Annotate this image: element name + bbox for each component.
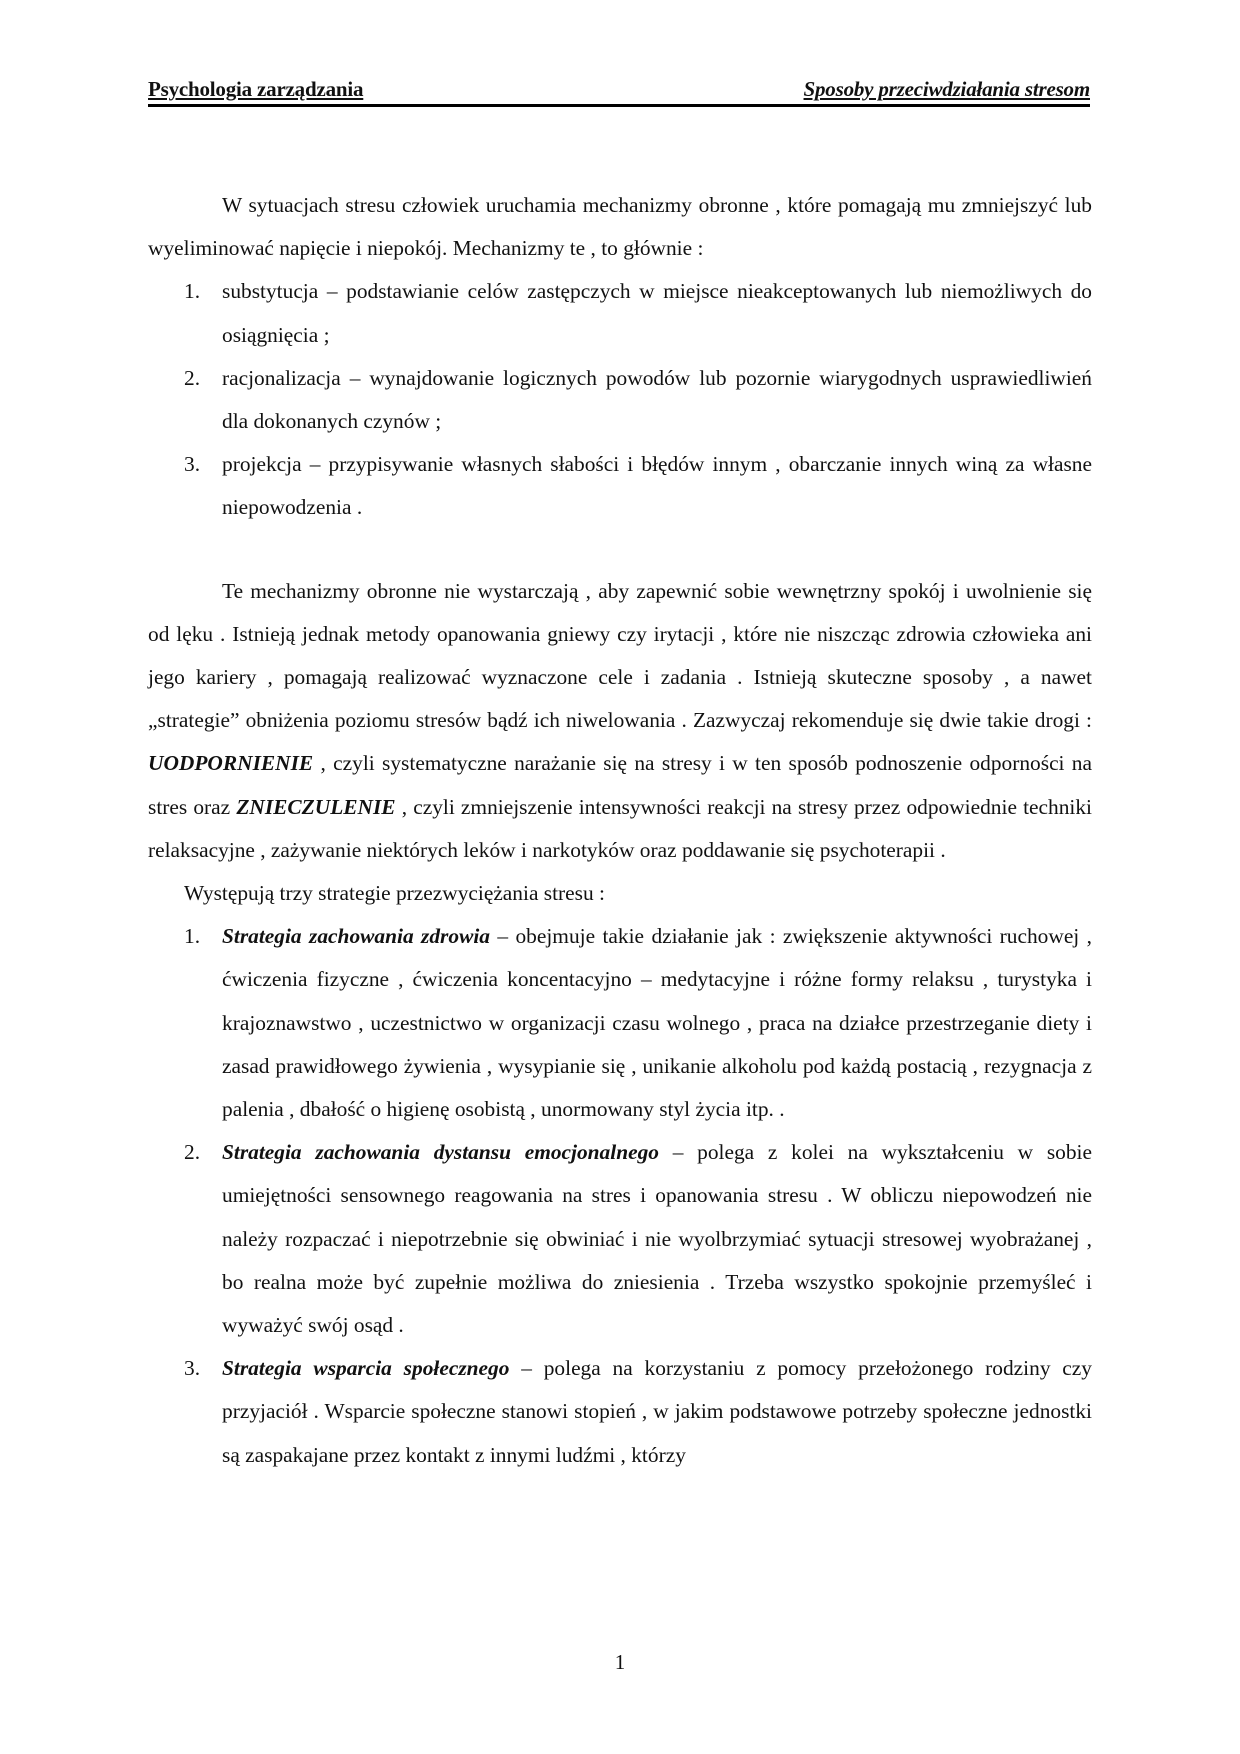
page-number: 1 <box>614 1650 626 1674</box>
list-item-text: projekcja – przypisywanie własnych słabości i błędów innym , obarczanie innych winą za własne niepowodzenia . <box>222 452 1092 520</box>
list-item-number: 3. <box>184 452 201 477</box>
document-body <box>148 184 1092 1477</box>
strategy-title: Strategia zachowania zdrowia <box>222 924 490 949</box>
list-item <box>148 270 1092 356</box>
strategies-intro: Występują trzy strategie przezwyciężania stresu : <box>184 881 605 906</box>
coping-methods-paragraph <box>148 570 1092 872</box>
list-item <box>148 915 1092 1131</box>
strategy-title: Strategia zachowania dystansu emocjonalnego <box>222 1140 659 1165</box>
intro-paragraph: W sytuacjach stresu człowiek uruchamia mechanizmy obronne , które pomagają mu zmniejszyć lub wyeliminować napięcie i niepokój. Mechanizmy te , to głównie : <box>148 193 1092 261</box>
defense-mechanisms-list <box>148 270 1092 529</box>
page-header <box>148 76 1090 107</box>
list-item-number: 2. <box>184 365 201 390</box>
paragraph-spacer <box>148 530 1092 570</box>
list-item-text: – polega na korzystaniu z pomocy przełożonego rodziny czy przyjaciół . Wsparcie społeczne stanowi stopień , w jakim podstawowe potrzeby społeczne jednostki są zaspakajane przez kontakt z innymi ludźmi , którzy <box>222 1356 1092 1467</box>
paragraph-text: , czyli zmniejszenie intensywności reakcji na stresy przez odpowiednie techniki relaksacyjne , zażywanie niektórych leków i narkotyków oraz poddawanie się psychoterapii . <box>148 794 1092 862</box>
list-item <box>148 357 1092 443</box>
paragraph-text: Te mechanizmy obronne nie wystarczają , aby zapewnić sobie wewnętrzny spokój i uwolnienie się od lęku . Istnieją jednak metody opanowania gniewy czy irytacji , które nie niszcząc zdrowia człowieka ani jego kariery , pomagają realizować wyznaczone cele i zadania . Istnieją skuteczne sposoby , a nawet „strategie” obniżenia poziomu stresów bądź ich niwelowania . Zazwyczaj rekomenduje się dwie takie drogi : <box>148 578 1092 733</box>
list-item-number: 3. <box>184 1356 201 1381</box>
list-item-text: substytucja – podstawianie celów zastępczych w miejsce nieakceptowanych lub niemożliwych do osiągnięcia ; <box>222 279 1092 347</box>
list-item-number: 1. <box>184 924 201 949</box>
term-uodpornienie: UODPORNIENIE <box>148 751 314 776</box>
list-item <box>148 1131 1092 1347</box>
paragraph-text: , czyli systematyczne narażanie się na stresy i w ten sposób podnoszenie odporności na stres oraz <box>148 751 1092 819</box>
strategies-list <box>148 915 1092 1477</box>
term-znieczulenie: ZNIECZULENIE <box>236 794 396 819</box>
list-item-number: 2. <box>184 1140 201 1165</box>
list-item <box>148 443 1092 529</box>
list-item-text: – polega z kolei na wykształceniu w sobie umiejętności sensownego reagowania na stres i opanowania stresu . W obliczu niepowodzeń nie należy rozpaczać i niepotrzebnie się obwiniać i nie wyolbrzymiać sytuacji stresowej wyobrażanej , bo realna może być zupełnie możliwa do zniesienia . Trzeba wszystko spokojnie przemyśleć i wyważyć swój osąd . <box>222 1140 1092 1338</box>
list-item <box>148 1347 1092 1477</box>
list-item-number: 1. <box>184 279 201 304</box>
list-item-text: – obejmuje takie działanie jak : zwiększenie aktywności ruchowej , ćwiczenia fizyczne , ćwiczenia koncentacyjno – medytacyjne i różne formy relaksu , turystyka i krajoznawstwo , uczestnictwo w organizacji czasu wolnego , praca na działce przestrzeganie diety i zasad prawidłowego żywienia , wysypianie się , unikanie alkoholu pod każdą postacią , rezygnacja z palenia , dbałość o higienę osobistą , unormowany styl życia itp. . <box>222 924 1093 1122</box>
header-course-title: Psychologia zarządzania <box>148 77 364 101</box>
strategy-title: Strategia wsparcia społecznego <box>222 1356 510 1381</box>
header-topic-title: Sposoby przeciwdziałania stresom <box>803 77 1090 101</box>
list-item-text: racjonalizacja – wynajdowanie logicznych powodów lub pozornie wiarygodnych usprawiedliwień dla dokonanych czynów ; <box>222 365 1092 434</box>
